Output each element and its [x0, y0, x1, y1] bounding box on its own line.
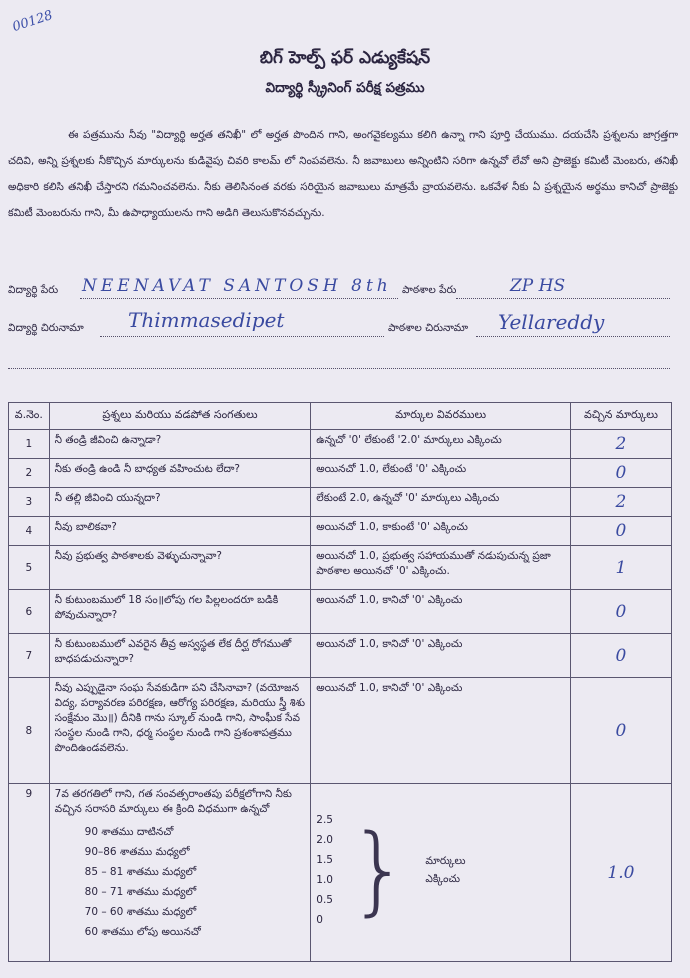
scale-value: 2.5 — [316, 814, 333, 827]
instructions-paragraph: ఈ పత్రమును నీవు "విద్యార్థి అర్హత తనిఖీ" లో అర్హత పొందిన గాని, అంగవైకల్యము కలిగి ఉన్నా గాని పూర్తి చేయుము. దయచేసి ప్రశ్నలను జాగ్రత్తగా చదివి, అన్ని ప్రశ్నలకు నీకొచ్చిన మార్కులను కుడివైపు చివరి కాలమ్ లో నింపవలెను. నీ జవాబులు అన్నింటిని సరిగా ఉన్నవో లేవో అని ప్రాజెక్టు కమిటీ మెంబరు, తనిఖీ అధికారి కలిసి తనిఖీ చేస్తారని గమనించవలెను. నీకు తెలిసినంత వరకు సరియైన జవాబులు మాత్రమే వ్రాయవలెను. ఒకవేళ నీకు ఏ ప్రశ్నయైన అర్థము కానిచో ప్రాజెక్టు కమిటీ మెంబరును గాని, మీ ఉపాధ్యాయులను గాని అడిగి తెలుసుకొనవచ్చును. — [8, 129, 678, 219]
row-details: అయినచో 1.0, లేకుంటే '0' ఎక్కించు — [311, 459, 571, 488]
row-number: 8 — [9, 678, 50, 784]
list-item: 85 – 81 శాతము మధ్యలో — [84, 866, 197, 879]
row-marks: 0 — [570, 517, 671, 546]
scale-value: 0.5 — [316, 894, 333, 907]
scale-value: 2.0 — [316, 834, 333, 847]
row-details: అయినచో 1.0, కానిచో '0' ఎక్కించు — [311, 634, 571, 678]
row-number: 9 — [9, 784, 50, 962]
scale-values — [316, 810, 346, 930]
row-number: 1 — [9, 430, 50, 459]
row-marks: 2 — [570, 430, 671, 459]
row-number: 3 — [9, 488, 50, 517]
table-header-row — [9, 403, 672, 430]
row-marks: 0 — [570, 678, 671, 784]
row-question: నీకు తండ్రి ఉండి నీ బాధ్యత వహించుట లేదా? — [49, 459, 311, 488]
school-name-line — [456, 298, 670, 299]
student-address-line — [100, 336, 384, 337]
list-item: 60 శాతము లోపు అయినచో — [84, 926, 201, 939]
header-questions: ప్రశ్నలు మరియు వడపోత సంగతులు — [49, 403, 311, 430]
row-marks: 0 — [570, 459, 671, 488]
row-details: ఉన్నచో '0' లేకుంటే '2.0' మార్కులు ఎక్కించు — [311, 430, 571, 459]
row-details: లేకుంటే 2.0, ఉన్నచో '0' మార్కులు ఎక్కించు — [311, 488, 571, 517]
row-details: అయినచో 1.0, ప్రభుత్వ సహాయముతో నడుపుచున్న ప్రజా పాఠశాల అయినచో '0' ఎక్కించు. — [311, 546, 571, 590]
student-name-value: NEENAVAT SANTOSH 8th — [82, 276, 392, 296]
header-mark-details: మార్కుల వివరములు — [311, 403, 571, 430]
school-name-label: పాఠశాల పేరు — [402, 284, 457, 296]
row-question: నీ తల్లి జీవించి యున్నదా? — [49, 488, 311, 517]
row-marks: 0 — [570, 590, 671, 634]
row-number: 5 — [9, 546, 50, 590]
table-row — [9, 488, 672, 517]
list-item: 70 – 60 శాతము మధ్యలో — [84, 906, 197, 919]
row-marks: 1 — [570, 546, 671, 590]
scale-value: 1.0 — [316, 874, 333, 887]
marks-table — [8, 402, 672, 962]
row-marks: 0 — [570, 634, 671, 678]
table-row — [9, 678, 672, 784]
row-question-grades — [49, 784, 311, 962]
student-name-label: విద్యార్థి పేరు — [8, 284, 59, 296]
table-row — [9, 459, 672, 488]
list-item: 80 – 71 శాతము మధ్యలో — [84, 886, 197, 899]
row-number: 2 — [9, 459, 50, 488]
row-marks: 1.0 — [570, 784, 671, 962]
school-address-label: పాఠశాల చిరునామా — [388, 322, 469, 334]
row-details: అయినచో 1.0, కానిచో '0' ఎక్కించు — [311, 590, 571, 634]
student-address-value: Thimmasedipet — [128, 308, 285, 332]
school-address-line — [476, 336, 670, 337]
table-row — [9, 430, 672, 459]
row-question: నీ తండ్రి జీవించి ఉన్నాడా? — [49, 430, 311, 459]
header-obtained-marks: వచ్చిన మార్కులు — [570, 403, 671, 430]
row-marks: 2 — [570, 488, 671, 517]
handwritten-annotation: 00128 — [10, 7, 55, 36]
brace-icon: } — [348, 814, 410, 927]
scale-value: 1.5 — [316, 854, 333, 867]
marks-scale — [316, 810, 565, 930]
list-item: 90–86 శాతము మధ్యలో — [84, 846, 190, 859]
form-title: బిగ్ హెల్ప్ ఫర్ ఎడ్యుకేషన్ — [259, 48, 431, 68]
school-name-value: ZP HS — [510, 276, 566, 296]
row-question: నీ కుటుంబములో 18 సం॥లోపు గల పిల్లలందరూ బడికి పోవుచున్నారా? — [49, 590, 311, 634]
scale-value: 0 — [316, 914, 323, 927]
address-extra-line — [8, 368, 670, 369]
row-number: 6 — [9, 590, 50, 634]
student-name-line — [80, 298, 398, 299]
school-address-value: Yellareddy — [498, 310, 605, 334]
row-details: అయినచో 1.0, కానిచో '0' ఎక్కించు — [311, 678, 571, 784]
header-serial: వ.నెం. — [9, 403, 50, 430]
table-row — [9, 546, 672, 590]
table-row — [9, 784, 672, 962]
student-address-label: విద్యార్థి చిరునామా — [8, 322, 84, 334]
table-row — [9, 517, 672, 546]
list-item: 90 శాతము దాటినచో — [84, 826, 174, 839]
row-question: నీవు బాలికవా? — [49, 517, 311, 546]
row-number: 7 — [9, 634, 50, 678]
row-number: 4 — [9, 517, 50, 546]
scale-label: మార్కులు ఎక్కించు — [425, 855, 466, 886]
table-row — [9, 634, 672, 678]
row-question: నీ కుటుంబములో ఎవరైన తీవ్ర అస్వస్థత లేక దీర్ఘ రోగముతో బాధపడుచున్నారా? — [49, 634, 311, 678]
table-row — [9, 590, 672, 634]
row-details: అయినచో 1.0, కాకుంటే '0' ఎక్కించు — [311, 517, 571, 546]
row-question: నీవు ప్రభుత్వ పాఠశాలకు వెళ్ళుచున్నావా? — [49, 546, 311, 590]
grade-list — [55, 822, 306, 942]
row-question: నీవు ఎప్పుడైనా సంఘ సేవకుడిగా పని చేసినావా? (వయోజన విద్య, పర్యావరణ పరిరక్షణ, ఆరోగ్య పరిరక్షణ, మరియు స్త్రీ శిశు సంక్షేమం మొ॥) దీనికి గాను స్కూల్ నుండి గాని, సాంఘీక సేవ సంస్థల నుండి గాని, ధర్మ సంస్థల నుండి గాని ప్రశంశాపత్రము పొందిఉండవలెను. — [49, 678, 311, 784]
row-details-scale — [311, 784, 571, 962]
row-question: 7వ తరగతిలో గాని, గత సంవత్సరాంతపు పరీక్షలోగాని నీకు వచ్చిన సరాసరి మార్కులు ఈ క్రింది విధముగా ఉన్నచో — [54, 788, 292, 816]
form-subtitle: విద్యార్థి స్క్రీనింగ్ పరీక్ష పత్రము — [265, 80, 425, 96]
